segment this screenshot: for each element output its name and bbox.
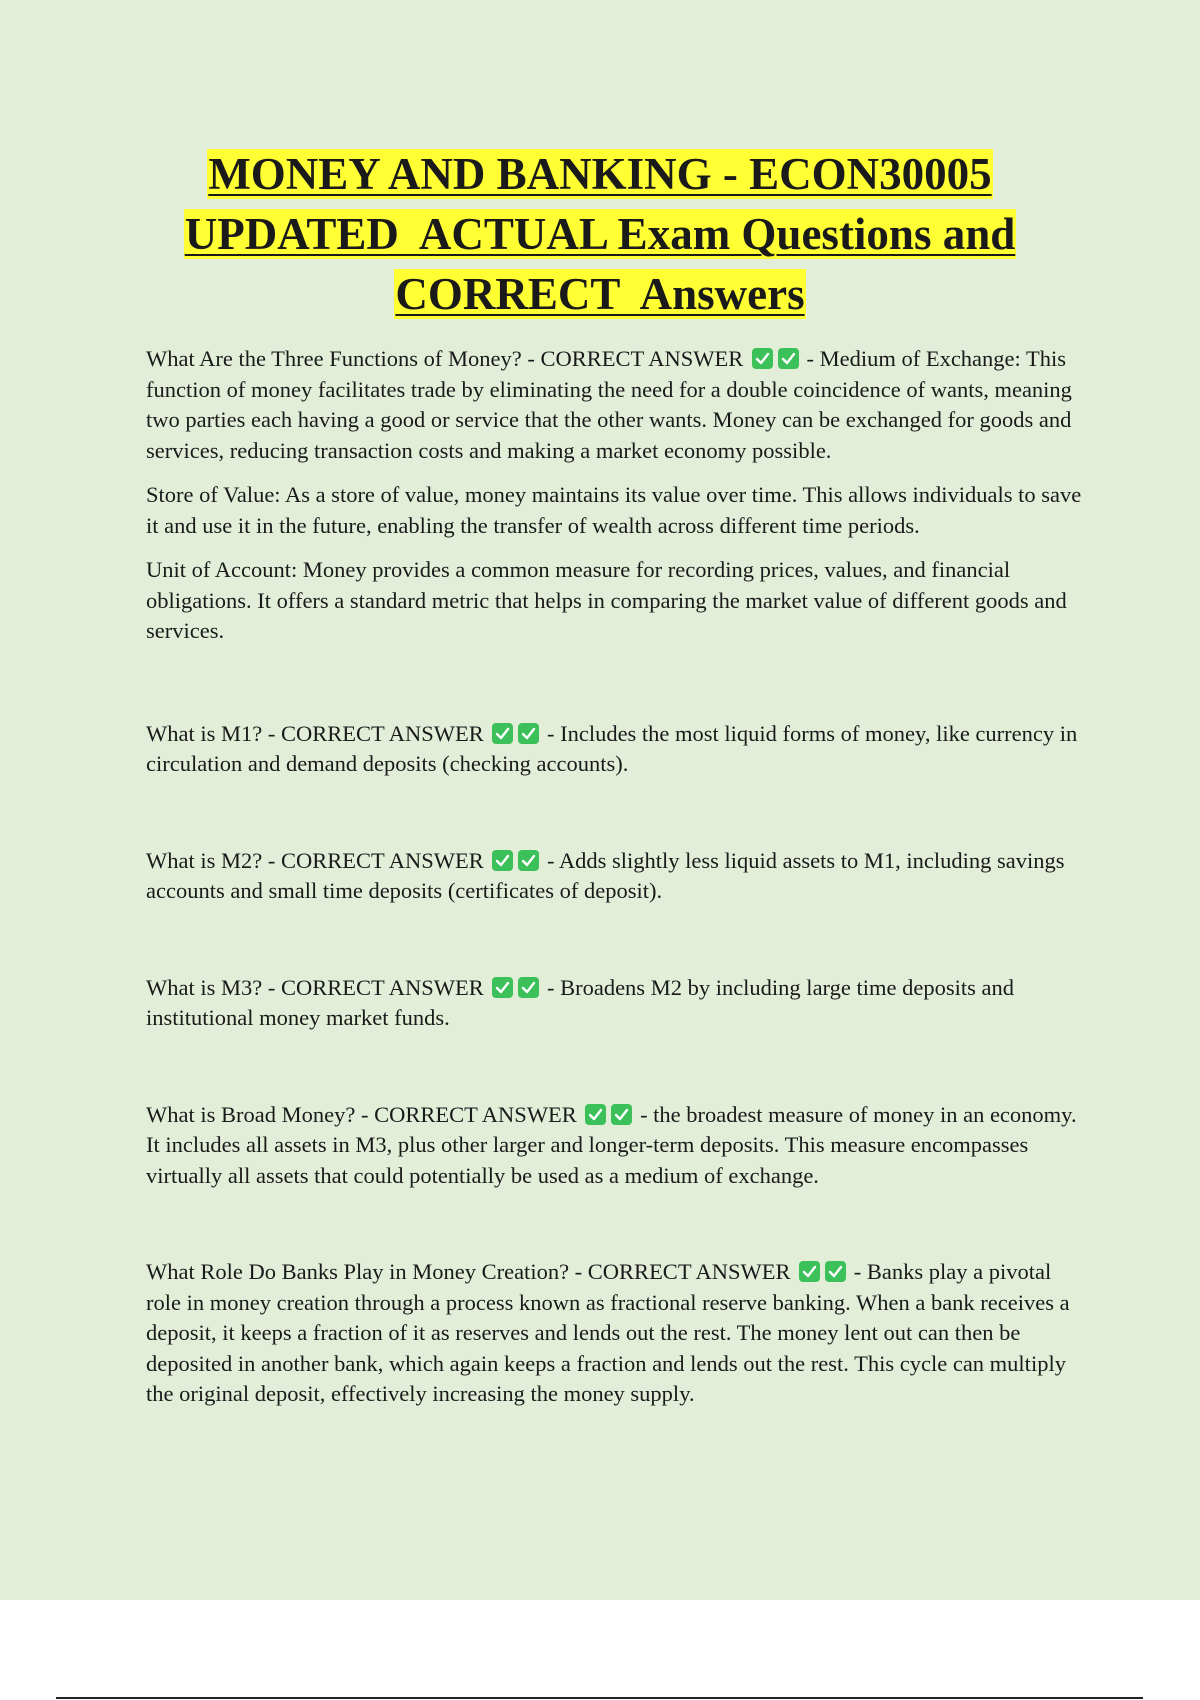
check-box-icon <box>492 977 513 998</box>
answer-extra-unit-of-account: Unit of Account: Money provides a common measure for recording prices, values, and financial obligations. It offers a standard metric that helps in comparing the market value of different goods and services. <box>146 557 1067 643</box>
qa-paragraph <box>146 344 1090 466</box>
qa-item-functions-of-money <box>146 344 1090 647</box>
qa-item-m2 <box>146 846 1090 907</box>
qa-paragraph <box>146 973 1090 1034</box>
title-line-2 <box>0 204 1200 264</box>
qa-item-broad-money <box>146 1100 1090 1192</box>
question-text: What is M1? - CORRECT ANSWER <box>146 720 484 746</box>
check-box-icon <box>492 723 513 744</box>
question-text: What is M3? - CORRECT ANSWER <box>146 974 484 1000</box>
qa-paragraph <box>146 719 1090 780</box>
question-text: What is Broad Money? - CORRECT ANSWER <box>146 1101 577 1127</box>
check-box-icon <box>518 977 539 998</box>
document-title <box>0 144 1200 324</box>
check-box-icon <box>825 1261 846 1282</box>
check-box-icon <box>518 723 539 744</box>
answer-text: - the broadest measure of money in an economy. It includes all assets in M3, plus other larger and longer-term deposits. This measure encompasses virtually all assets that could potentially be used as a medium of exchange. <box>146 1101 1077 1188</box>
check-box-icon <box>585 1104 606 1125</box>
answer-extra-store-of-value: Store of Value: As a store of value, money maintains its value over time. This allows individuals to save it and use it in the future, enabling the transfer of wealth across different time periods. <box>146 482 1082 538</box>
answer-text: - Broadens M2 by including large time deposits and institutional money market funds. <box>146 974 1014 1030</box>
qa-paragraph <box>146 846 1090 907</box>
qa-content <box>146 344 1090 1424</box>
page-bottom-rule <box>56 1697 1143 1699</box>
check-box-icon <box>752 348 773 369</box>
title-line-3-text: CORRECT Answers <box>395 269 805 319</box>
qa-paragraph <box>146 1257 1090 1410</box>
check-box-icon <box>611 1104 632 1125</box>
question-text: What is M2? - CORRECT ANSWER <box>146 847 484 873</box>
qa-item-banks-money-creation <box>146 1257 1090 1410</box>
answer-text: - Banks play a pivotal role in money creation through a process known as fractional reserve banking. When a bank receives a deposit, it keeps a fraction of it as reserves and lends out the rest. The money lent out can then be deposited in another bank, which again keeps a fraction and lends out the rest. This cycle can multiply the original deposit, effectively increasing the money supply. <box>146 1259 1070 1406</box>
qa-item-m1 <box>146 719 1090 780</box>
check-box-icon <box>492 850 513 871</box>
answer-text: - Includes the most liquid forms of money, like currency in circulation and demand deposits (checking accounts). <box>146 720 1078 776</box>
title-line-2-text: UPDATED ACTUAL Exam Questions and <box>184 209 1016 259</box>
title-line-3 <box>0 264 1200 324</box>
check-box-icon <box>518 850 539 871</box>
answer-text: - Medium of Exchange: This function of money facilitates trade by eliminating the need for a double coincidence of wants, meaning two parties each having a good or service that the other wants. Money can be exchanged for goods and services, reducing transaction costs and making a market economy possible. <box>146 346 1072 463</box>
qa-paragraph <box>146 1100 1090 1192</box>
title-line-1 <box>0 144 1200 204</box>
question-text: What Role Do Banks Play in Money Creation? - CORRECT ANSWER <box>146 1259 791 1284</box>
check-box-icon <box>778 348 799 369</box>
answer-text: - Adds slightly less liquid assets to M1, including savings accounts and small time deposits (certificates of deposit). <box>146 847 1065 903</box>
question-text: What Are the Three Functions of Money? - CORRECT ANSWER <box>146 346 744 371</box>
qa-item-m3 <box>146 973 1090 1034</box>
title-line-1-text: MONEY AND BANKING - ECON30005 <box>208 149 992 199</box>
check-box-icon <box>799 1261 820 1282</box>
